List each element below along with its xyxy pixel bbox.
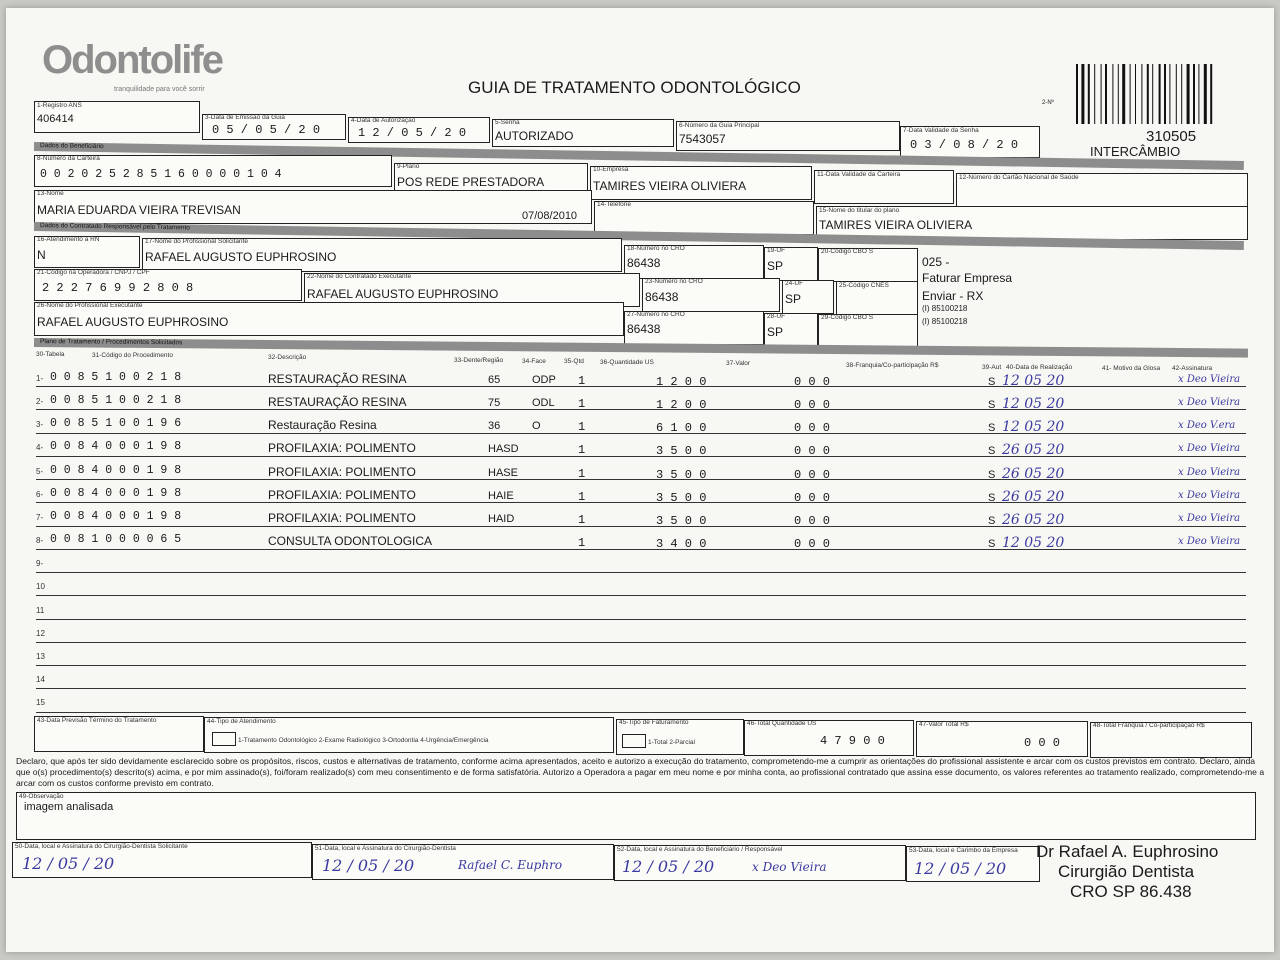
- row-qtd: 1: [578, 466, 586, 481]
- row-face: ODP: [532, 374, 556, 386]
- row-qtd: 1: [578, 536, 586, 551]
- barcode-icon: [1076, 64, 1256, 130]
- row-descricao: PROFILAXIA: POLIMENTO: [268, 464, 416, 479]
- table-row-line: [36, 549, 1246, 550]
- row-qtd: 1: [578, 443, 586, 458]
- row-aut: S: [988, 376, 996, 388]
- uf-value: SP: [767, 259, 784, 273]
- row-dente: HASE: [488, 466, 518, 479]
- row-qtd: 1: [578, 512, 586, 527]
- prof-solicitante-label: 17-Nome do Profissional Solicitante: [145, 238, 248, 245]
- row-assinatura: x Deo Vieira: [1178, 466, 1241, 478]
- table-row-line: [36, 572, 1246, 573]
- guia-form-paper: [6, 8, 1274, 952]
- cbo3-label: 29-Código CBO S: [821, 314, 874, 321]
- row-qtd-us: 3 5 0 0: [656, 444, 707, 459]
- row-number: 12: [36, 628, 45, 638]
- note-faturar: Faturar Empresa: [922, 271, 1013, 285]
- senha-value: AUTORIZADO: [495, 129, 574, 143]
- atendimento-rn-value: N: [37, 248, 46, 262]
- table-row-line: [36, 456, 1246, 457]
- empresa-label: 10-Empresa: [593, 166, 629, 173]
- row-number: 10: [36, 582, 45, 592]
- col-qtd: 35-Qtd: [564, 358, 584, 365]
- row-assinatura: x Deo Vieira: [1178, 443, 1241, 455]
- carimbo-line3: CRO SP 86.438: [1070, 882, 1192, 901]
- declaracao-text: Declaro, que após ter sido devidamente esclarecido sobre os propósitos, riscos, custos e alternativas de tratamento, conforme acima apresentados, aceito e autorizo a execução do tratamento, comprometendo-me a cumprir as orientações do profissional assistente e arcar com os custos previstos em contrato. Declaro, ainda que o(s) procedimento(s) descrito(s) acima, e por mim assinado(s), foi/foram realizado(s) com meu consentimento e de forma satisfatória. Autorizo a Operadora a pagar em meu nome e por minha conta, ao profissional contratado que assina esse documento, os valores referentes ao tratamento realizado, comprometendo-me a arcar com os custos conforme previsto em contrato.: [16, 756, 1265, 788]
- carimbo-line2: Cirurgião Dentista: [1058, 862, 1195, 881]
- guia-principal-label: 6-Número da Guia Principal: [679, 122, 760, 129]
- previsao-label: 43-Data Previsão Término do Tratamento: [37, 717, 157, 724]
- row-aut: S: [988, 422, 996, 435]
- valor-total-label: 47-Valor Total R$: [919, 721, 969, 728]
- row-number: 11: [36, 605, 45, 615]
- row-dente: 65: [488, 374, 501, 386]
- data-emissao-label: 3-Data de Emissão da Guia: [205, 114, 285, 121]
- col-assinatura: 42-Assinatura: [1172, 365, 1213, 372]
- registro-ans-value: 406414: [37, 113, 74, 125]
- row-codigo: 0 0 8 5 1 0 0 1 9 6: [50, 417, 182, 431]
- col-qtd-us: 36-Quantidade US: [600, 359, 654, 366]
- note-code2: (I) 85100218: [922, 317, 968, 326]
- tipo-atendimento-options: 1-Tratamento Odontológico 2-Exame Radiológico 3-Ortodontia 4-Urgência/Emergência: [238, 737, 489, 744]
- valor-total-value: 0 0 0: [1024, 736, 1061, 750]
- row-assinatura: x Deo Vieira: [1178, 536, 1241, 548]
- table-row-line: [36, 409, 1246, 410]
- carimbo-line1: Dr Rafael A. Euphrosino: [1036, 842, 1219, 861]
- row-number: 14: [36, 674, 45, 684]
- row-data-realizacao: 26 05 20: [1002, 465, 1065, 482]
- table-row-line: [36, 386, 1246, 387]
- cro-label: 18-Número no CRO: [627, 245, 685, 252]
- row-number: 1-: [36, 374, 44, 383]
- table-row-line: [36, 433, 1246, 434]
- row-qtd-us: 1 2 0 0: [656, 398, 707, 413]
- uf3-label: 28-UF: [767, 313, 786, 320]
- row-valor: 0 0 0: [794, 537, 831, 552]
- row-descricao: PROFILAXIA: POLIMENTO: [268, 487, 416, 502]
- col-franquia: 38-Franquia/Co-participação R$: [846, 362, 939, 369]
- row-qtd: 1: [578, 374, 586, 388]
- col-data-realizacao: 40-Data de Realização: [1006, 364, 1073, 371]
- row-number: 5-: [36, 466, 44, 476]
- nome-value: MARIA EDUARDA VIEIRA TREVISAN: [37, 203, 241, 217]
- section-band-plano: Plano de Tratamento / Procedimentos Solicitados: [34, 338, 1248, 358]
- row-face: O: [532, 420, 541, 433]
- row-dente: HASD: [488, 443, 519, 456]
- nascimento-value: 07/08/2010: [522, 210, 578, 222]
- barcode-number: 310505: [1146, 128, 1197, 145]
- row-descricao: Restauração Resina: [268, 418, 377, 433]
- sig51-date: 12 / 05 / 20: [322, 856, 415, 875]
- cns-label: 12-Número do Cartão Nacional de Saúde: [959, 174, 1079, 181]
- col-face: 34-Face: [522, 358, 546, 365]
- validade-carteira-label: 11-Data Validade da Carteira: [817, 171, 901, 178]
- row-aut: S: [988, 514, 996, 527]
- row-qtd-us: 6 1 0 0: [656, 421, 707, 436]
- sig51-label: 51-Data, local e Assinatura do Cirurgião-Dentista: [315, 845, 456, 852]
- row-qtd-us: 1 2 0 0: [656, 375, 707, 389]
- section-band-contratado: Dados do Contratado Responsável pelo Tratamento: [34, 222, 1244, 250]
- sig53-date: 12 / 05 / 20: [914, 859, 1007, 878]
- tipo-atendimento-checkbox[interactable]: [212, 732, 236, 746]
- titular-label: 15-Nome do titular do plano: [819, 207, 900, 214]
- row-assinatura: x Deo V.era: [1178, 420, 1236, 432]
- row-codigo: 0 0 8 5 1 0 0 2 1 8: [50, 371, 182, 384]
- col-codigo: 31-Código do Procedimento: [92, 352, 173, 359]
- carteira-label: 8-Número da Carteira: [37, 155, 100, 162]
- table-row-line: [36, 595, 1246, 596]
- row-number: 4-: [36, 443, 44, 453]
- sig50-label: 50-Data, local e Assinatura do Cirurgião-Dentista Solicitante: [15, 843, 188, 850]
- row-qtd-us: 3 4 0 0: [656, 537, 707, 552]
- row-data-realizacao: 26 05 20: [1002, 511, 1065, 528]
- col-tabela: 30-Tabela: [36, 351, 65, 358]
- row-face: ODL: [532, 397, 555, 410]
- cro3-value: 86438: [627, 322, 661, 336]
- row-aut: S: [988, 538, 996, 551]
- row-data-realizacao: 26 05 20: [1002, 488, 1065, 505]
- field-2-label: 2-Nº: [1042, 100, 1054, 106]
- row-number: 15: [36, 698, 45, 708]
- row-codigo: 0 0 8 5 1 0 0 2 1 8: [50, 394, 182, 408]
- row-qtd-us: 3 5 0 0: [656, 467, 707, 482]
- guia-principal-value: 7543057: [679, 132, 726, 146]
- total-qtd-us-label: 46-Total Quantidade US: [747, 720, 817, 727]
- row-valor: 0 0 0: [794, 444, 831, 459]
- row-codigo: 0 0 8 4 0 0 0 1 9 8: [50, 440, 182, 454]
- row-dente: 36: [488, 420, 501, 433]
- row-valor: 0 0 0: [794, 421, 831, 436]
- observacao-label: 49-Observação: [19, 793, 64, 800]
- col-descricao: 32-Descrição: [268, 354, 307, 361]
- row-aut: S: [988, 491, 996, 504]
- col-valor: 37-Valor: [726, 360, 751, 367]
- row-number: 7-: [36, 512, 44, 522]
- row-codigo: 0 0 8 4 0 0 0 1 9 8: [50, 509, 182, 523]
- row-dente: HAIE: [488, 489, 514, 502]
- logo: Odontolife: [42, 38, 222, 82]
- row-valor: 0 0 0: [794, 513, 831, 528]
- plano-label: 9-Plano: [397, 163, 420, 170]
- row-aut: S: [988, 445, 996, 458]
- titular-value: TAMIRES VIEIRA OLIVIERA: [819, 218, 973, 232]
- row-valor: 0 0 0: [794, 375, 831, 389]
- table-row-line: [36, 688, 1246, 689]
- row-aut: S: [988, 399, 996, 412]
- tipo-faturamento-options: 1-Total 2-Parcial: [648, 739, 695, 746]
- col-dente: 33-Dente/Região: [454, 357, 504, 364]
- atendimento-rn-label: 16-Atendimento a RN: [37, 236, 100, 243]
- row-qtd: 1: [578, 489, 586, 504]
- codigo-operadora-value: 2 2 2 7 6 9 9 2 8 0 8: [42, 281, 194, 295]
- telefone-label: 14-Telefone: [597, 201, 631, 208]
- row-qtd-us: 3 5 0 0: [656, 513, 707, 528]
- row-assinatura: x Deo Vieira: [1178, 397, 1241, 409]
- carteira-value: 0 0 2 0 2 5 2 8 5 1 6 0 0 0 0 1 0 4: [40, 168, 282, 181]
- row-valor: 0 0 0: [794, 467, 831, 482]
- total-franquia-label: 48-Total Franquia / Co-participação R$: [1093, 722, 1205, 729]
- tipo-faturamento-checkbox[interactable]: [622, 734, 646, 748]
- logo-tagline: tranquilidade para você sorrir: [114, 86, 205, 93]
- tipo-atendimento-label: 44-Tipo de Atendimento: [207, 718, 276, 725]
- row-qtd: 1: [578, 397, 586, 412]
- sig52-signature: x Deo Vieira: [752, 860, 827, 874]
- row-number: 13: [36, 651, 45, 661]
- registro-ans-label: 1-Registro ANS: [37, 102, 82, 109]
- row-data-realizacao: 12 05 20: [1002, 419, 1065, 436]
- row-assinatura: x Deo Vieira: [1178, 489, 1241, 501]
- uf2-value: SP: [785, 292, 802, 306]
- row-descricao: CONSULTA ODONTOLOGICA: [268, 534, 433, 549]
- table-row-line: [36, 712, 1246, 713]
- col-motivo-glosa: 41- Motivo da Glosa: [1102, 365, 1161, 372]
- uf3-value: SP: [767, 325, 784, 339]
- row-qtd-us: 3 5 0 0: [656, 490, 707, 505]
- row-codigo: 0 0 8 1 0 0 0 0 6 5: [50, 533, 182, 547]
- row-data-realizacao: 12 05 20: [1002, 396, 1065, 413]
- row-codigo: 0 0 8 4 0 0 0 1 9 8: [50, 486, 182, 500]
- prof-solicitante-value: RAFAEL AUGUSTO EUPHROSINO: [145, 250, 337, 264]
- table-row-line: [36, 479, 1246, 480]
- uf2-label: 24-UF: [785, 280, 804, 287]
- plano-value: POS REDE PRESTADORA: [397, 175, 545, 189]
- row-assinatura: x Deo Vieira: [1178, 512, 1241, 524]
- data-autorizacao-label: 4-Data de Autorização: [351, 117, 416, 124]
- section-band-beneficiario: Dados do Beneficiário: [34, 142, 1244, 170]
- data-autorizacao-value: 1 2 / 0 5 / 2 0: [358, 126, 467, 140]
- observacao-text: imagem analisada: [24, 801, 114, 813]
- cnes-label: 25-Código CNES: [839, 282, 889, 289]
- row-data-realizacao: 12 05 20: [1002, 373, 1065, 389]
- row-aut: S: [988, 468, 996, 481]
- form-title: GUIA DE TRATAMENTO ODONTOLÓGICO: [468, 78, 801, 97]
- row-dente: 75: [488, 397, 501, 410]
- row-codigo: 0 0 8 4 0 0 0 1 9 8: [50, 463, 182, 477]
- row-number: 9-: [36, 559, 44, 569]
- cro3-label: 27-Número no CRO: [627, 311, 685, 318]
- validade-senha-value: 0 3 / 0 8 / 2 0: [910, 138, 1019, 152]
- prof-exec-value: RAFAEL AUGUSTO EUPHROSINO: [37, 315, 229, 329]
- sig52-date: 12 / 05 / 20: [622, 857, 715, 876]
- observacao-box: [16, 792, 1256, 840]
- row-assinatura: x Deo Vieira: [1178, 374, 1241, 385]
- note-025: 025 -: [922, 255, 950, 269]
- total-qtd-us-value: 4 7 9 0 0: [820, 734, 885, 748]
- row-valor: 0 0 0: [794, 490, 831, 505]
- contratado-exec-value: RAFAEL AUGUSTO EUPHROSINO: [307, 287, 499, 301]
- uf-label: 19-UF: [767, 247, 786, 254]
- sig53-label: 53-Data, local e Carimbo da Empresa: [909, 847, 1018, 854]
- table-row-line: [36, 502, 1246, 503]
- row-number: 6-: [36, 489, 44, 499]
- cro2-value: 86438: [645, 290, 679, 304]
- nome-label: 13-Nome: [37, 190, 64, 197]
- intercambio-label: INTERCÂMBIO: [1090, 144, 1181, 159]
- sig52-label: 52-Data, local e Assinatura do Beneficiário / Responsável: [617, 846, 783, 853]
- prof-exec-label: 26-Nome do Profissional Executante: [37, 302, 143, 309]
- row-data-realizacao: 26 05 20: [1002, 442, 1065, 459]
- row-number: 2-: [36, 397, 44, 407]
- codigo-operadora-label: 21-Código na Operadora / CNPJ / CPF: [37, 269, 150, 276]
- row-number: 8-: [36, 536, 44, 546]
- row-qtd: 1: [578, 420, 586, 435]
- cbo-label: 20-Código CBO S: [821, 248, 874, 255]
- row-descricao: PROFILAXIA: POLIMENTO: [268, 510, 416, 525]
- row-valor: 0 0 0: [794, 398, 831, 413]
- note-enviar: Enviar - RX: [922, 289, 984, 303]
- table-row-line: [36, 642, 1246, 643]
- cro2-label: 23-Número no CRO: [645, 278, 703, 285]
- table-row-line: [36, 526, 1246, 527]
- row-dente: HAID: [488, 512, 515, 525]
- col-aut: 39-Aut: [982, 364, 1002, 371]
- row-data-realizacao: 12 05 20: [1002, 535, 1065, 552]
- row-descricao: PROFILAXIA: POLIMENTO: [268, 441, 416, 456]
- sig51-signature: Rafael C. Euphro: [458, 858, 563, 872]
- row-descricao: RESTAURAÇÃO RESINA: [268, 372, 407, 386]
- table-row-line: [36, 665, 1246, 666]
- tipo-faturamento-label: 45-Tipo de Faturamento: [619, 719, 689, 726]
- validade-senha-label: 7-Data Validade da Senha: [903, 127, 979, 134]
- data-emissao-value: 0 5 / 0 5 / 2 0: [212, 123, 321, 137]
- sig50-date: 12 / 05 / 20: [22, 854, 115, 873]
- row-number: 3-: [36, 420, 44, 430]
- row-descricao: RESTAURAÇÃO RESINA: [268, 395, 407, 410]
- note-code1: (I) 85100218: [922, 304, 968, 313]
- empresa-value: TAMIRES VIEIRA OLIVIERA: [593, 179, 747, 193]
- senha-label: 5-Senha: [495, 119, 520, 126]
- table-row-line: [36, 619, 1246, 620]
- contratado-exec-label: 22-Nome do Contratado Executante: [307, 273, 412, 280]
- cro-value: 86438: [627, 256, 661, 270]
